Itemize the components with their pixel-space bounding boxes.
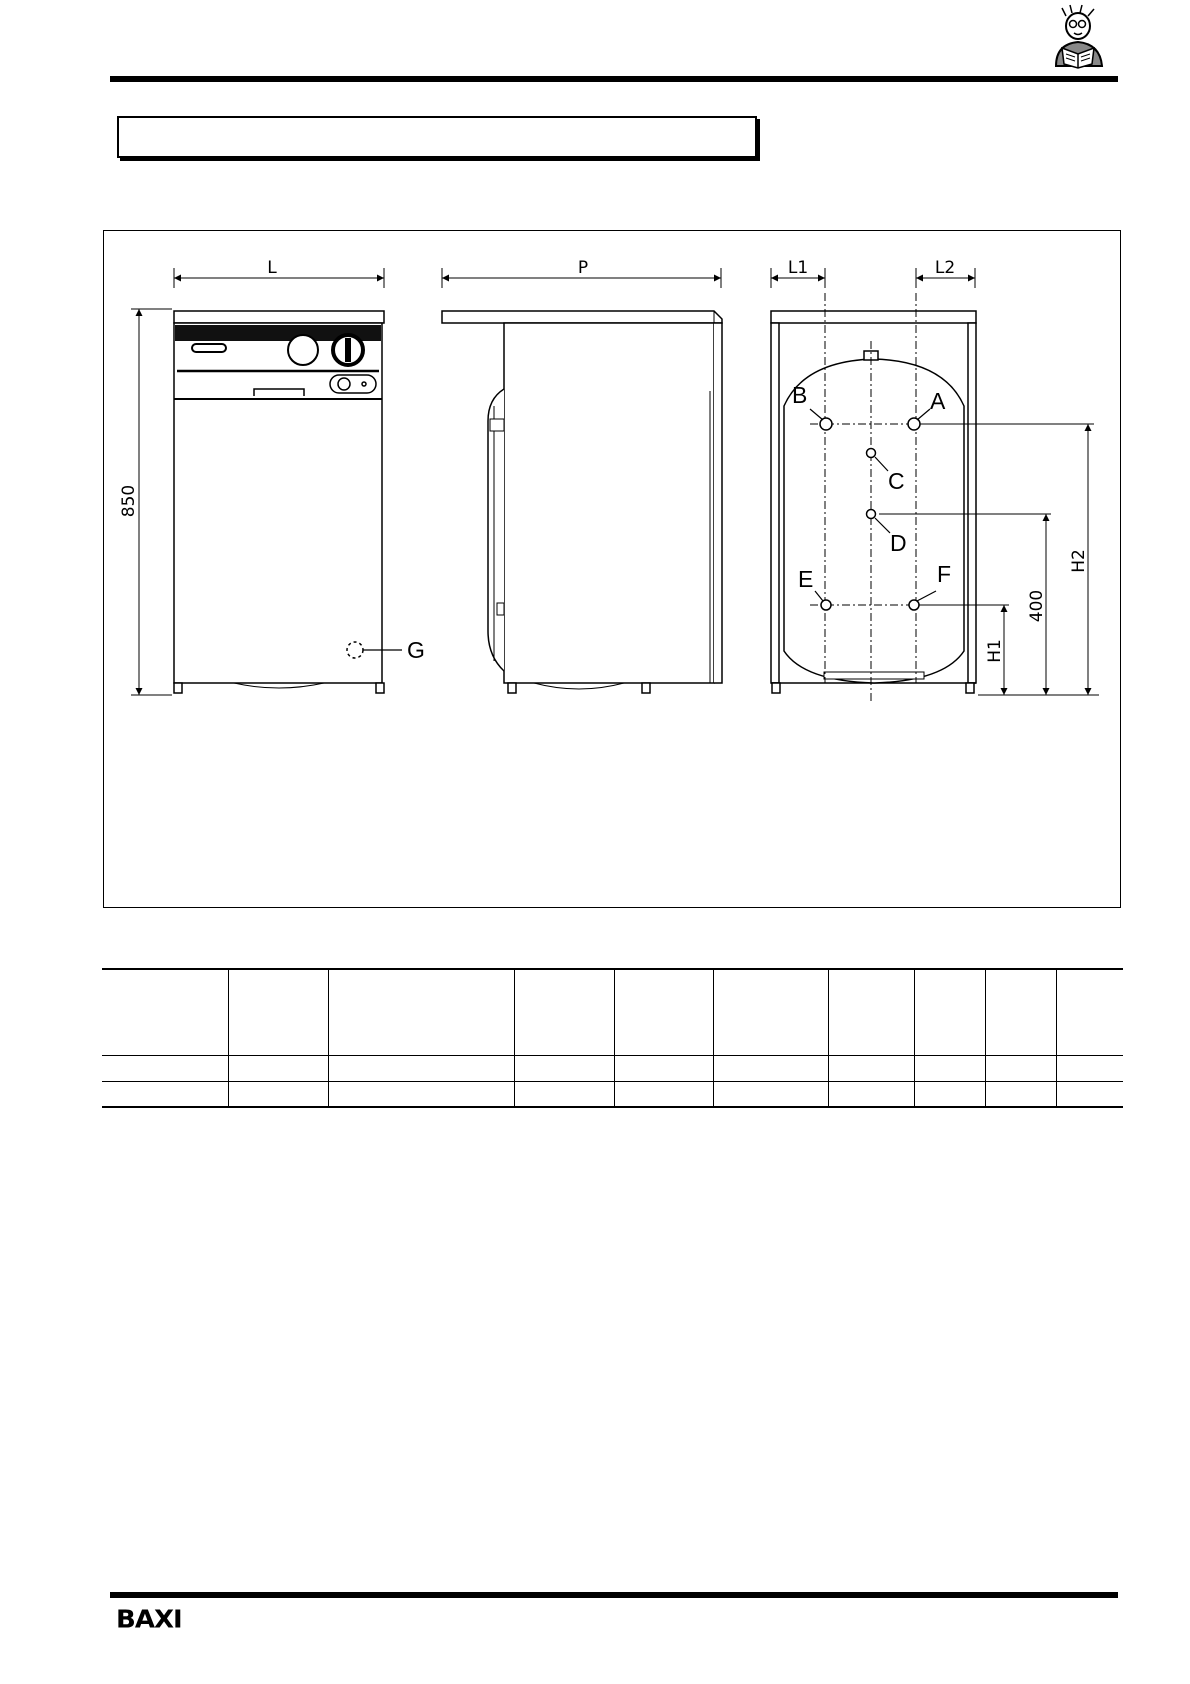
- section-title-box: [117, 116, 757, 158]
- rear-offset-label-l1: L1: [787, 258, 809, 278]
- table-header-cell: [713, 969, 828, 1055]
- table-cell: [102, 1081, 228, 1107]
- table-header-cell: [102, 969, 228, 1055]
- table-cell: [328, 1081, 514, 1107]
- table-header-cell: [328, 969, 514, 1055]
- table-cell: [614, 1081, 713, 1107]
- table-cell: [914, 1055, 985, 1081]
- connection-label-d: D: [890, 530, 907, 556]
- connection-label-c: C: [888, 468, 905, 494]
- table-cell: [228, 1055, 328, 1081]
- table-cell: [514, 1081, 614, 1107]
- header: [0, 0, 1190, 82]
- table-row: [102, 1055, 1123, 1081]
- table-header-cell: [514, 969, 614, 1055]
- reading-man-icon: [1048, 4, 1108, 70]
- dimensions-table: [102, 968, 1123, 1108]
- brand-logo: BAXI: [116, 1605, 182, 1635]
- table-header-cell: [914, 969, 985, 1055]
- rear-view: [771, 268, 1099, 701]
- side-depth-label: P: [577, 258, 589, 278]
- table-cell: [102, 1055, 228, 1081]
- table-cell: [828, 1055, 914, 1081]
- table-header-cell: [228, 969, 328, 1055]
- table-cell: [228, 1081, 328, 1107]
- table-cell: [713, 1081, 828, 1107]
- connection-label-a: A: [930, 388, 946, 414]
- table-cell: [914, 1081, 985, 1107]
- table-cell: [1056, 1081, 1123, 1107]
- connection-label-b: B: [792, 382, 808, 408]
- table-cell: [328, 1055, 514, 1081]
- connection-label-f: F: [937, 561, 952, 587]
- table-cell: [985, 1055, 1056, 1081]
- table-cell: [828, 1081, 914, 1107]
- header-rule: [110, 76, 1118, 82]
- table-header-cell: [1056, 969, 1123, 1055]
- boiler-dimension-diagram: [104, 231, 1120, 907]
- table-cell: [985, 1081, 1056, 1107]
- table-cell: [1056, 1055, 1123, 1081]
- front-width-label: L: [267, 258, 277, 278]
- front-height-label: 850: [119, 484, 139, 518]
- side-view: [442, 268, 722, 693]
- table-header-row: [102, 969, 1123, 1055]
- table-header-cell: [985, 969, 1056, 1055]
- rear-height-label-400: 400: [1027, 589, 1047, 623]
- connection-label-g: G: [407, 637, 425, 663]
- front-view: [131, 268, 402, 695]
- footer-rule: [110, 1592, 1118, 1598]
- rear-height-label-h1: H1: [985, 639, 1005, 663]
- rear-offset-label-l2: L2: [934, 258, 956, 278]
- connection-label-e: E: [798, 566, 814, 592]
- table-cell: [713, 1055, 828, 1081]
- rear-height-label-h2: H2: [1069, 549, 1089, 573]
- table-header-cell: [614, 969, 713, 1055]
- table-row: [102, 1081, 1123, 1107]
- table-cell: [614, 1055, 713, 1081]
- table-header-cell: [828, 969, 914, 1055]
- table-cell: [514, 1055, 614, 1081]
